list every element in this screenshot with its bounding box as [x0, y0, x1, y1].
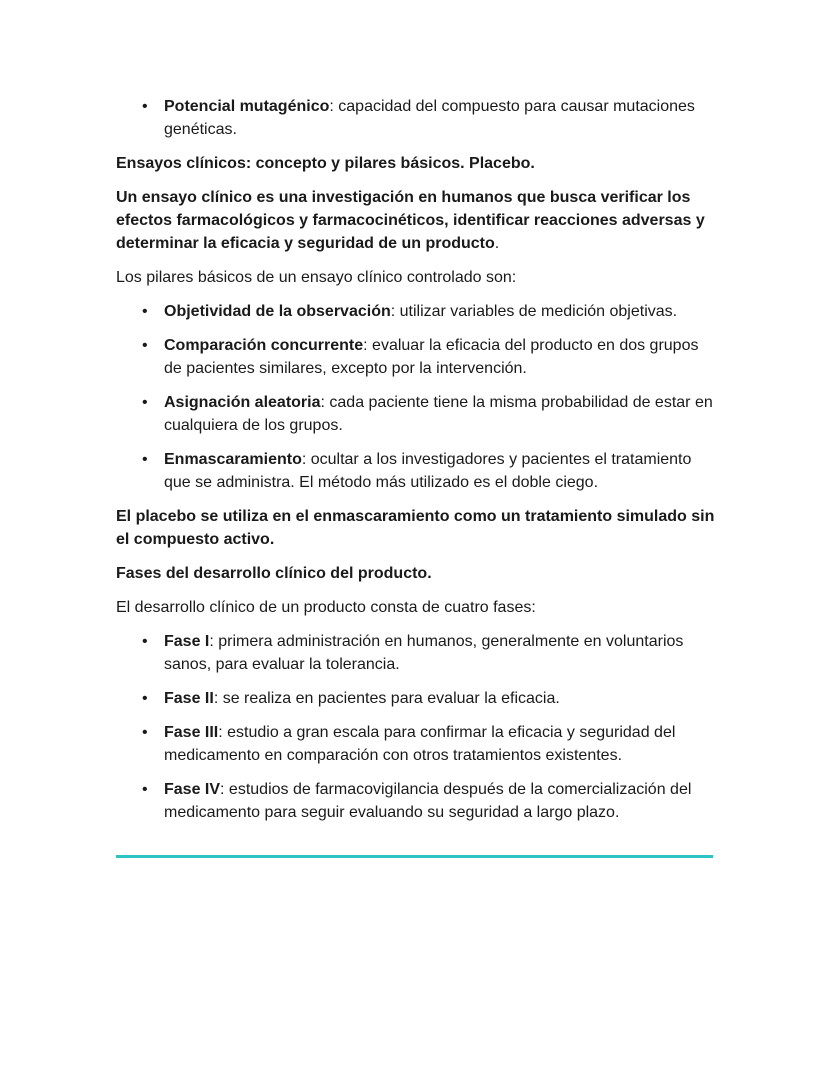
- document-page: [116, 95, 716, 835]
- list-item-term: Potencial mutagénico: [164, 98, 330, 115]
- list-item-desc: : ocultar a los investigadores y pacientes el tratamiento que se administra. El método más utilizado es el doble ciego.: [164, 451, 692, 491]
- section-heading-trials: Ensayos clínicos: concepto y pilares básicos. Placebo.: [116, 155, 535, 172]
- phases-list: [116, 630, 716, 824]
- placebo-paragraph: El placebo se utiliza en el enmascaramiento como un tratamiento simulado sin el compuesto activo.: [116, 508, 715, 548]
- list-item-term: Objetividad de la observación: [164, 303, 391, 320]
- list-item: [164, 334, 716, 380]
- list-item-term: Fase II: [164, 690, 214, 707]
- list-item-term: Fase III: [164, 724, 219, 741]
- phases-intro: El desarrollo clínico de un producto consta de cuatro fases:: [116, 599, 536, 616]
- list-item-desc: : primera administración en humanos, generalmente en voluntarios sanos, para evaluar la tolerancia.: [164, 633, 684, 673]
- list-item-desc: : cada paciente tiene la misma probabilidad de estar en cualquiera de los grupos.: [164, 394, 713, 434]
- list-item-desc: : evaluar la eficacia del producto en dos grupos de pacientes similares, excepto por la intervención.: [164, 337, 699, 377]
- list-item: [164, 95, 716, 141]
- list-item-desc: : utilizar variables de medición objetivas.: [390, 303, 678, 320]
- list-item-desc: : estudio a gran escala para confirmar la eficacia y seguridad del medicamento en comparación con otros tratamientos existentes.: [164, 724, 676, 764]
- list-item-term: Comparación concurrente: [164, 337, 364, 354]
- bullet-list-top: [116, 95, 716, 141]
- definition-end: .: [494, 235, 500, 252]
- list-item-term: Enmascaramiento: [164, 451, 302, 468]
- list-item-term: Fase I: [164, 633, 210, 650]
- section-heading-phases: Fases del desarrollo clínico del producto.: [116, 565, 432, 582]
- list-item-term: Asignación aleatoria: [164, 394, 321, 411]
- list-item: [164, 630, 716, 676]
- list-item-desc: : estudios de farmacovigilancia después de la comercialización del medicamento para seguir evaluando su seguridad a largo plazo.: [164, 781, 692, 821]
- list-item: [164, 721, 716, 767]
- list-item-desc: : capacidad del compuesto para causar mutaciones genéticas.: [164, 98, 695, 138]
- definition-main: Un ensayo clínico es una investigación en humanos que busca verificar los efectos farmacológicos y farmacocinéticos, identificar reacciones adversas y determinar la eficacia y seguridad de un producto: [116, 189, 705, 252]
- pillars-list: [116, 300, 716, 494]
- list-item: [164, 448, 716, 494]
- list-item: [164, 778, 716, 824]
- pillars-intro: Los pilares básicos de un ensayo clínico controlado son:: [116, 269, 517, 286]
- list-item: [164, 391, 716, 437]
- list-item-desc: : se realiza en pacientes para evaluar la eficacia.: [213, 690, 560, 707]
- list-item: [164, 300, 716, 323]
- section-divider: [116, 855, 713, 858]
- list-item-term: Fase IV: [164, 781, 221, 798]
- list-item: [164, 687, 716, 710]
- definition-paragraph: [116, 186, 716, 255]
